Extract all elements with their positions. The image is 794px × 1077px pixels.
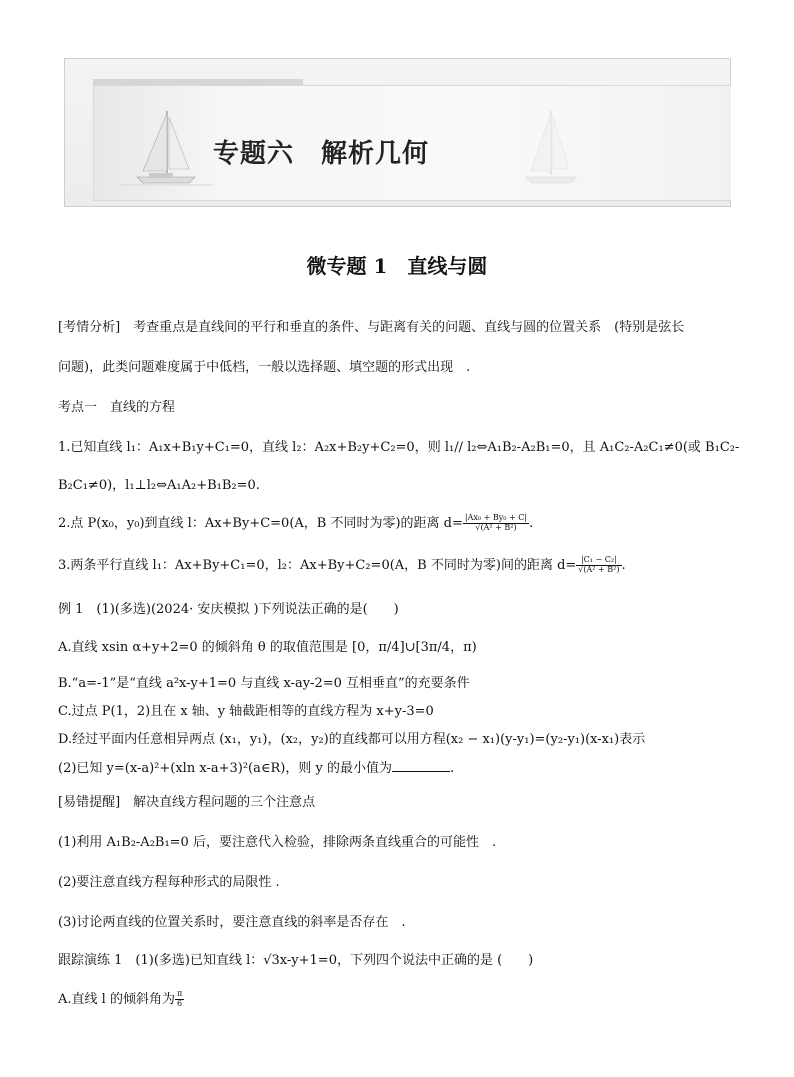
topic-one-title: 考点一 直线的方程 [58,400,176,415]
fraction-numerator: |Ax₀ + By₀ + C| [464,513,528,522]
example-1-part-2: (2)已知 y=(x-a)²+(xln x-a+3)²(a∈R)，则 y 的最小值为 . [58,761,455,776]
parallel-lines-distance-fraction [576,556,621,575]
point-3-text: 3.两条平行直线 l₁：Ax+By+C₁=0，l₂：Ax+By+C₂=0(A，B 不同时为零)间的距离 d= [58,557,577,573]
chapter-title: 专题六 解析几何 [213,139,430,169]
option-a-range: [0，π/4]∪[3π/4，π) [352,640,477,655]
sailboat-left-image [109,103,219,203]
fraction-numerator: π [176,989,183,998]
reminder-3: (3)讨论两直线的位置关系时，要注意直线的斜率是否存在 . [58,915,406,930]
reminder-2: (2)要注意直线方程每种形式的局限性 . [58,875,280,890]
point-1-line-1: 1.已知直线 l₁：A₁x+B₁y+C₁=0，直线 l₂：A₂x+B₂y+C₂=0，则 l₁// l₂⇔A₁B₂-A₂B₁=0，且 A₁C₂-A₂C₁≠0(或 B₁C₂- [58,440,740,455]
fraction-denominator: 6 [177,998,183,1008]
option-d: D.经过平面内任意相异两点 (x₁，y₁)，(x₂，y₂)的直线都可以用方程(x₂ − x₁)(y-y₁)=(y₂-y₁)(x-x₁)表示 [58,732,646,747]
follow-up-option-a-text: A.直线 l 的倾斜角为 [58,991,175,1007]
option-c: C.过点 P(1，2)且在 x 轴、y 轴截距相等的直线方程为 x+y-3=0 [58,704,434,719]
reminder-1: (1)利用 A₁B₂-A₂B₁=0 后，要注意代入检验，排除两条直线重合的可能性 . [58,835,497,850]
option-a [58,640,477,657]
section-heading: 微专题 1 直线与圆 [306,254,488,278]
fraction-denominator: √(A² + B²) [578,564,620,574]
sailboat-right-image [501,105,601,201]
analysis-paragraph-line-2: 问题)，此类问题难度属于中低档，一般以选择题、填空题的形式出现 . [58,360,471,375]
answer-blank [392,760,450,772]
point-line-distance-fraction [463,514,529,533]
point-2-distance-formula: 2.点 P(x₀，y₀)到直线 l：Ax+By+C=0(A，B 不同时为零)的距离 d= $\frac{\text{|Ax₀ + By₀ + C|}}{\text{√(A² + B²)}}$ . [58,513,534,532]
fraction-denominator: √(A² + B²) [475,522,517,532]
point-1-line-2: B₂C₁≠0)，l₁⊥l₂⇔A₁A₂+B₁B₂=0. [58,478,260,493]
follow-up-exercise-1: 跟踪演练 1 (1)(多选)已知直线 l：√3x-y+1=0，下列四个说法中正确的是 ( ) [58,953,534,968]
option-a-text: A.直线 xsin α+y+2=0 的倾斜角 θ 的取值范围是 [58,640,348,655]
fraction-numerator: |C₁ − C₂| [576,556,621,566]
point-3-distance-formula: 3.两条平行直线 l₁：Ax+By+C₁=0，l₂：Ax+By+C₂=0(A，B 不同时为零)间的距离 d= $\frac{\text{|C₁ − C₂|}}{\text{√(A² + B²)}}$ . [58,555,626,574]
option-b: B.“a=-1”是“直线 a²x-y+1=0 与直线 x-ay-2=0 互相垂直”的充要条件 [58,676,470,691]
pi-over-six-fraction [175,990,184,1009]
part-2-text: (2)已知 y=(x-a)²+(xln x-a+3)²(a∈R)，则 y 的最小值为 [58,761,392,776]
chapter-banner [64,58,731,207]
analysis-paragraph-line-1: [考情分析] 考查重点是直线间的平行和垂直的条件、与距离有关的问题、直线与圆的位置关系 (特别是弦长 [58,320,685,335]
example-1-stem: 例 1 (1)(多选)(2024· 安庆模拟 )下列说法正确的是( ) [58,602,399,617]
follow-up-option-a [58,990,184,1009]
error-reminder-title: [易错提醒] 解决直线方程问题的三个注意点 [58,795,316,810]
point-2-text: 2.点 P(x₀，y₀)到直线 l：Ax+By+C=0(A，B 不同时为零)的距离 d= [58,515,463,531]
